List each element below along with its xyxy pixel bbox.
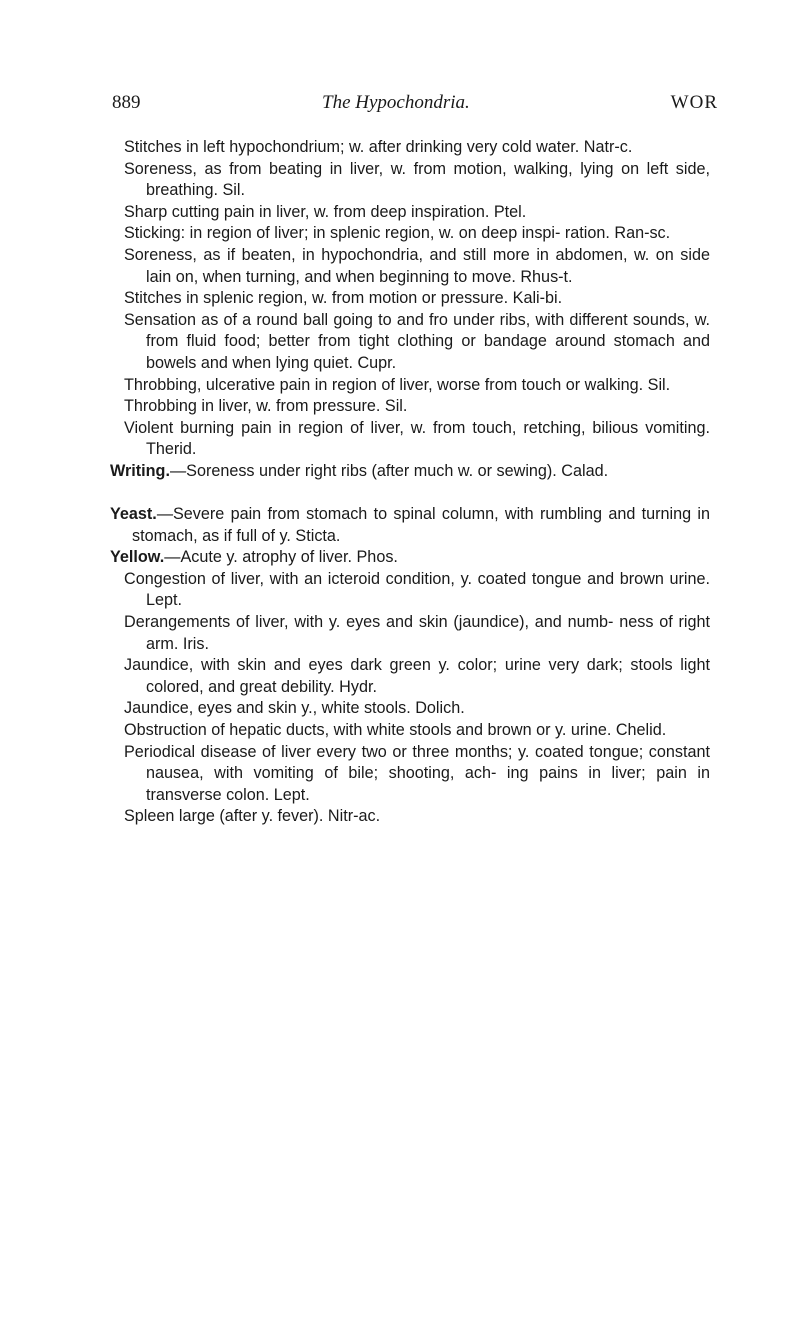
entry: Spleen large (after y. fever). Nitr-ac. xyxy=(124,807,381,826)
page-header xyxy=(112,92,718,116)
entry: Obstruction of hepatic ducts, with white stools and brown or y. urine. Chelid. xyxy=(124,721,667,740)
running-head: WOR xyxy=(670,92,718,113)
entry: Sticking: in region of liver; in splenic region, w. on deep inspi- ration. Ran-sc. xyxy=(124,224,671,243)
page-body xyxy=(110,137,710,828)
entry: Stitches in splenic region, w. from motion or pressure. Kali-bi. xyxy=(124,289,563,308)
page-number: 889 xyxy=(112,92,141,113)
section-yeast xyxy=(110,504,710,828)
entry: Sensation as of a round ball going to and fro under ribs, with different sounds, w. from fluid food; better from tight clothing or bandage around stomach and bowels and when lying quiet. Cupr. xyxy=(124,310,710,372)
rubric-yeast-text: —Severe pain from stomach to spinal column, with rumbling and turning in stomach, as if full of y. Sticta. xyxy=(132,505,710,545)
rubric-writing-entry xyxy=(110,461,710,483)
entry: Soreness, as from beating in liver, w. from motion, walking, lying on left side, breathing. Sil. xyxy=(124,159,710,200)
chapter-title: The Hypochondria. xyxy=(322,92,470,113)
entry: Sharp cutting pain in liver, w. from deep inspiration. Ptel. xyxy=(124,202,527,221)
rubric-yeast-entry xyxy=(110,504,710,547)
rubric-writing: Writing. xyxy=(110,461,170,480)
entry: Throbbing in liver, w. from pressure. Sil. xyxy=(124,397,408,416)
rubric-yellow-entry xyxy=(110,547,710,569)
entry: Throbbing, ulcerative pain in region of liver, worse from touch or walking. Sil. xyxy=(124,375,671,394)
entry: Jaundice, eyes and skin y., white stools. Dolich. xyxy=(124,699,465,718)
rubric-yellow-text: —Acute y. atrophy of liver. Phos. xyxy=(164,548,398,567)
rubric-yeast: Yeast. xyxy=(110,505,157,524)
rubric-yellow: Yellow. xyxy=(110,548,165,567)
entry: Stitches in left hypochondrium; w. after drinking very cold water. Natr-c. xyxy=(124,138,633,156)
entry: Derangements of liver, with y. eyes and skin (jaundice), and numb- ness of right arm. Iris. xyxy=(124,613,710,653)
entry: Soreness, as if beaten, in hypochondria, and still more in abdomen, w. on side lain on, when turning, and when beginning to move. Rhus-t. xyxy=(124,245,710,286)
entry: Periodical disease of liver every two or three months; y. coated tongue; constant nausea, with vomiting of bile; shooting, ach- ing pains in liver; pain in transverse colon. Lept. xyxy=(124,742,710,804)
rubric-writing-text: —Soreness under right ribs (after much w. or sewing). Calad. xyxy=(169,461,609,480)
entry: Congestion of liver, with an icteroid condition, y. coated tongue and brown urine. Lept. xyxy=(124,569,710,610)
entry: Jaundice, with skin and eyes dark green y. color; urine very dark; stools light colored, and great debility. Hydr. xyxy=(124,656,710,696)
entry: Violent burning pain in region of liver, w. from touch, retching, bilious vomiting. Therid. xyxy=(124,418,710,459)
